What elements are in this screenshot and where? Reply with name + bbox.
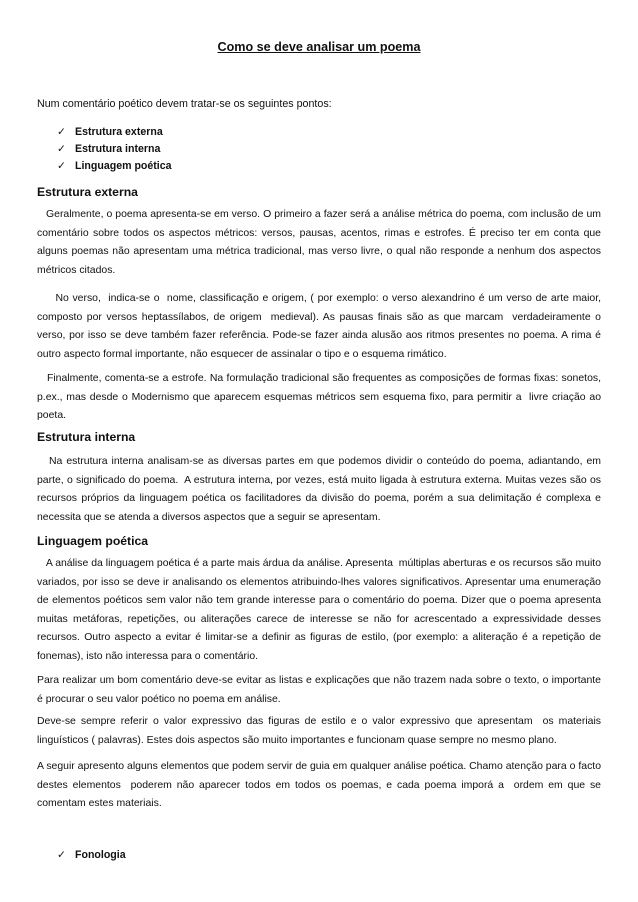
paragraph: Deve-se sempre referir o valor expressivo das figuras de estilo e o valor expressivo que apresentam os materiais linguísticos ( palavras). Estes dois aspectos são muito importantes e funcionam quase sempre no mesmo plano. [37, 716, 604, 746]
checklist-item [57, 849, 126, 861]
paragraph: Na estrutura interna analisam-se as diversas partes em que podemos dividir o conteúdo do poema, adiantando, em parte, o significado do poema. A estrutura interna, por vezes, está muito ligada à estrutura externa. Muitas vezes são os recursos próprios da linguagem poética os facilitadores da divisão do poema, porém a sua delimitação é complexa e necessita que se atenda a diversos aspectos que a seguir se apresentam. [37, 456, 604, 523]
checkmark-icon: ✓ [57, 126, 66, 138]
checkmark-icon: ✓ [57, 160, 66, 172]
checklist-item-label: Estrutura externa [75, 126, 163, 138]
paragraph: Geralmente, o poema apresenta-se em verso. O primeiro a fazer será a análise métrica do poema, com inclusão de um comentário sobre todos os aspectos métricos: versos, pausas, acentos, rimas e estrofes. É preciso ter em conta que alguns poemas não apresentam uma métrica tradicional, mas verso livre, o qual não responde a nenhum dos aspectos métricos citados. [37, 209, 604, 276]
paragraph: Finalmente, comenta-se a estrofe. Na formulação tradicional são frequentes as composições de formas fixas: sonetos, p.ex., mas desde o Modernismo que aparecem esquemas métricos sem esquema fixo, para permitir a livre criação ao poeta. [37, 373, 604, 422]
section-heading-linguagem: Linguagem poética [37, 534, 149, 548]
checklist-item-label: Linguagem poética [75, 160, 172, 172]
checkmark-icon: ✓ [57, 849, 66, 861]
checklist-item-label: Fonologia [75, 849, 126, 861]
paragraph: A análise da linguagem poética é a parte mais árdua da análise. Apresenta múltiplas aberturas e os recursos são muito variados, por isso se deve ir analisando os elementos atribuindo-lhes valores significativos. Apresentar uma enumeração de elementos poéticos sem valor não tem grande interesse para o comentário do poema. Dizer que o poema apresenta muitas metáforas, repetições, ou aliterações carece de interesse se não for acrescentado a expressividade desses recursos. Outro aspecto a evitar é limitar-se a definir as figuras de estilo, (por exemplo: a aliteração é a repetição de fonemas), isto não interessa para o comentário. [37, 558, 604, 662]
section-heading-externa: Estrutura externa [37, 185, 138, 199]
paragraph: Para realizar um bom comentário deve-se evitar as listas e explicações que não trazem nada sobre o texto, o importante é procurar o seu valor poético no poema em análise. [37, 675, 604, 705]
checklist-item [57, 160, 172, 172]
checklist-item [57, 126, 163, 138]
section-heading-interna: Estrutura interna [37, 430, 136, 444]
page-title: Como se deve analisar um poema [217, 40, 421, 54]
paragraph: A seguir apresento alguns elementos que podem servir de guia em qualquer análise poética. Chamo atenção para o facto destes elementos poderem não aparecer todos em todos os poemas, e cada poema imporá a ordem em que se comentam estes materiais. [37, 761, 604, 810]
checklist-item [57, 143, 160, 155]
checkmark-icon: ✓ [57, 143, 66, 155]
paragraph: No verso, indica-se o nome, classificação e origem, ( por exemplo: o verso alexandrino é um verso de arte maior, composto por versos heptassílabos, de origem medieval). As pausas finais são as que marcam verdadeiramente o verso, por isso se deve também fazer referência. Pode-se fazer ainda alusão aos ritmos presentes no poema. A rima é outro aspecto formal importante, não esquecer de assinalar o tipo e o esquema rimático. [37, 293, 604, 360]
checklist-item-label: Estrutura interna [75, 143, 161, 155]
intro-text: Num comentário poético devem tratar-se os seguintes pontos: [37, 98, 332, 110]
